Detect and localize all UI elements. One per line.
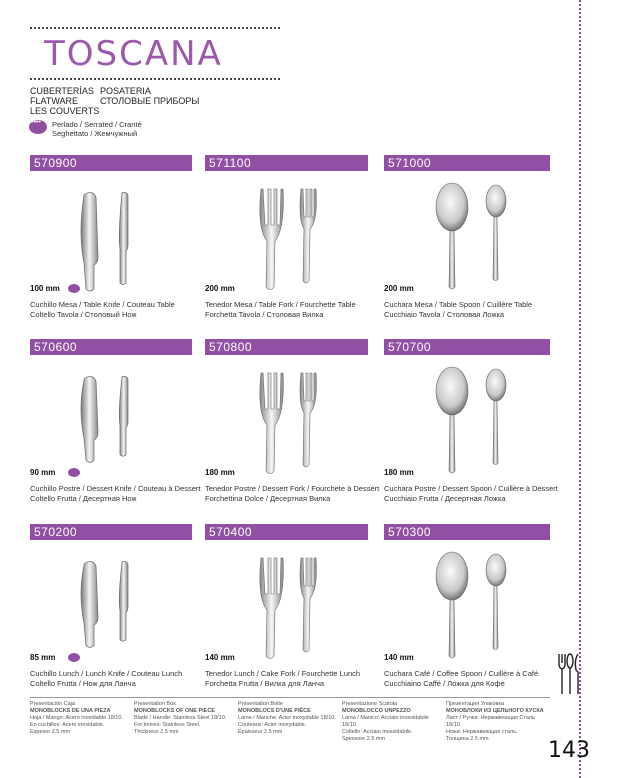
- product-caption: [384, 484, 558, 503]
- product-caption-line1: Cuchara Mesa / Table Spoon / Cuillère Table: [384, 300, 533, 309]
- presentation-head: Présentation Boite: [238, 701, 283, 707]
- product-code-bar: 570900: [30, 155, 192, 171]
- presentation-l1: МОНОБЛОКИ ИЗ ЦЕЛЬНОГО КУСКА: [446, 708, 544, 714]
- cutlery-icon: [556, 652, 582, 696]
- product-caption: [30, 484, 201, 503]
- product-caption-line1: Tenedor Postre / Dessert Fork / Fourchete à Dessert: [205, 484, 380, 493]
- knife-image: [70, 359, 150, 479]
- product-code-bar: 570300: [384, 524, 550, 540]
- product-code-bar: 570200: [30, 524, 192, 540]
- presentation-l3: Ножи: Нержавеющая сталь.: [446, 729, 518, 735]
- presentation-head: Presentation Box: [134, 701, 176, 707]
- serrated-legend-line1: Perlado / Serrated / Cranté: [52, 120, 142, 129]
- product-size: 90 mm: [30, 468, 56, 477]
- top-dotted-rule: [30, 27, 280, 29]
- product-caption-line2: Forchetta Frutta / Вилка для Ланча: [205, 678, 325, 688]
- spoon-image: [424, 175, 524, 295]
- presentation-l4: Espesor 2.5 mm: [30, 729, 71, 735]
- product-caption-line1: Tenedor Lunch / Cake Fork / Fourchette Lunch: [205, 669, 361, 678]
- knife-image: [70, 544, 150, 664]
- product-image-area: [424, 175, 584, 300]
- product-size: 140 mm: [205, 653, 235, 662]
- serrated-icon: [29, 120, 47, 134]
- product-code-bar: 571100: [205, 155, 368, 171]
- category-en: FLATWARE: [30, 96, 79, 106]
- product-caption-line1: Cuchara Postre / Dessert Spoon / Cuillère à Dessert: [384, 484, 558, 493]
- product-caption: [205, 669, 360, 688]
- page-title: TOSCANA: [44, 34, 223, 74]
- presentation-l4: Толщина 2.5 mm: [446, 736, 489, 742]
- serrated-legend-line2: Seghettato / Жемчужный: [52, 128, 138, 138]
- product-caption-line1: Cuchara Café / Coffee Spoon / Cuillère à Café: [384, 669, 539, 678]
- category-it: POSATERIA: [100, 86, 151, 96]
- product-size: 200 mm: [205, 284, 235, 293]
- product-image-area: [70, 175, 230, 300]
- presentation-column: [30, 701, 132, 736]
- product-size: 180 mm: [384, 468, 414, 477]
- category-es: CUBERTERÍAS: [30, 86, 94, 96]
- presentation-column: [342, 701, 444, 743]
- product-caption: [205, 300, 356, 319]
- product-caption: [30, 300, 175, 319]
- product-caption-line2: Cucchiaio Tavola / Столовая Ложка: [384, 309, 505, 319]
- presentation-l1: MONOBLOCCO UNPEZZO: [342, 708, 411, 714]
- presentation-l4: Spessore 2.5 mm: [342, 736, 386, 742]
- presentation-l2: Blade / Handle: Stainless Steel 18/10.: [134, 715, 227, 721]
- product-image-area: [245, 175, 405, 300]
- serrated-icon: [68, 284, 80, 293]
- product-caption-line2: Forchettina Dolce / Десертная Вилка: [205, 493, 331, 503]
- presentation-column: [134, 701, 236, 736]
- product-caption-line2: Coltello Frutta / Нож для Ланча: [30, 678, 136, 688]
- presentation-l1: MONOBLOCS D'UNE PIÈCE: [238, 708, 311, 714]
- presentation-l1: MONOBLOCKS OF ONE PIECE: [134, 708, 215, 714]
- presentation-l1: MONOBLOCKS DE UNA PIEZA: [30, 708, 111, 714]
- product-image-area: [424, 359, 584, 484]
- product-size: 140 mm: [384, 653, 414, 662]
- page-number: 143: [548, 738, 590, 763]
- presentation-l3: En cuchillos: Acero inoxidable.: [30, 722, 105, 728]
- fork-image: [245, 175, 335, 295]
- product-size: 200 mm: [384, 284, 414, 293]
- presentation-column: [238, 701, 340, 736]
- product-code-bar: 570800: [205, 339, 368, 355]
- product-code-bar: 570600: [30, 339, 192, 355]
- knife-image: [70, 175, 150, 295]
- presentation-l3: Couteaux: Acier inoxydable.: [238, 722, 307, 728]
- product-code-bar: 570400: [205, 524, 368, 540]
- product-image-area: [245, 544, 405, 669]
- product-caption-line1: Cuchillo Mesa / Table Knife / Couteau Table: [30, 300, 175, 309]
- presentation-l4: Thickness 2.5 mm: [134, 729, 179, 735]
- presentation-l2: Лист / Ручка: Нержавеющая Сталь 18/10.: [446, 715, 535, 728]
- serrated-legend: [52, 121, 142, 138]
- category-list-right: [100, 86, 199, 106]
- presentation-info: [30, 697, 550, 744]
- presentation-l2: Lame / Manche: Acier inoxydable 18/10.: [238, 715, 336, 721]
- category-fr: LES COUVERTS: [30, 106, 100, 116]
- product-image-area: [245, 359, 405, 484]
- presentation-head: Presentación Caja: [30, 701, 75, 707]
- product-caption-line2: Forchetta Tavola / Столовая Вилка: [205, 309, 324, 319]
- serrated-icon: [68, 468, 80, 477]
- presentation-column: [446, 701, 548, 743]
- product-size: 100 mm: [30, 284, 60, 293]
- product-caption-line2: Coltello Frutta / Десертная Нож: [30, 493, 137, 503]
- presentation-l2: Lama / Manico: Acciaio inossidabile 18/10.: [342, 715, 429, 728]
- category-list-left: [30, 86, 99, 116]
- spoon-image: [424, 544, 524, 664]
- product-caption-line2: Coltello Tavola / Столовый Нож: [30, 309, 137, 319]
- product-caption-line2: Cucchiaino Caffé / Ложка для Кофе: [384, 678, 505, 688]
- product-code-bar: 570700: [384, 339, 550, 355]
- spoon-image: [424, 359, 524, 479]
- product-size: 85 mm: [30, 653, 56, 662]
- product-code-bar: 571000: [384, 155, 550, 171]
- product-image-area: [424, 544, 584, 669]
- category-ru: СТОЛОВЫЕ ПРИБОРЫ: [100, 96, 200, 106]
- fork-image: [245, 544, 335, 664]
- product-size: 180 mm: [205, 468, 235, 477]
- product-image-area: [70, 544, 230, 669]
- product-caption: [384, 300, 532, 319]
- presentation-l4: Épaisseur 2.5 mm: [238, 729, 283, 735]
- presentation-l3: Coltello: Acciaio inossidabile.: [342, 729, 413, 735]
- product-caption-line1: Tenedor Mesa / Table Fork / Fourchette Table: [205, 300, 356, 309]
- fork-image: [245, 359, 335, 479]
- product-caption-line1: Cuchillo Lunch / Lunch Knife / Couteau Lunch: [30, 669, 183, 678]
- presentation-head: Presentazione Scatola: [342, 701, 398, 707]
- product-image-area: [70, 359, 230, 484]
- product-caption: [205, 484, 379, 503]
- product-caption-line2: Cucchiaio Frutta / Десертная Ложка: [384, 493, 506, 503]
- presentation-l2: Hoja / Mango: Acero inoxidable 18/10.: [30, 715, 123, 721]
- product-caption: [384, 669, 538, 688]
- title-dotted-rule: [30, 78, 280, 80]
- presentation-head: Презентация Упаковка: [446, 701, 505, 707]
- serrated-icon: [68, 653, 80, 662]
- product-caption: [30, 669, 182, 688]
- product-caption-line1: Cuchillo Postre / Dessert Knife / Couteau à Dessert: [30, 484, 201, 493]
- presentation-l3: For knives: Stainless Steel.: [134, 722, 201, 728]
